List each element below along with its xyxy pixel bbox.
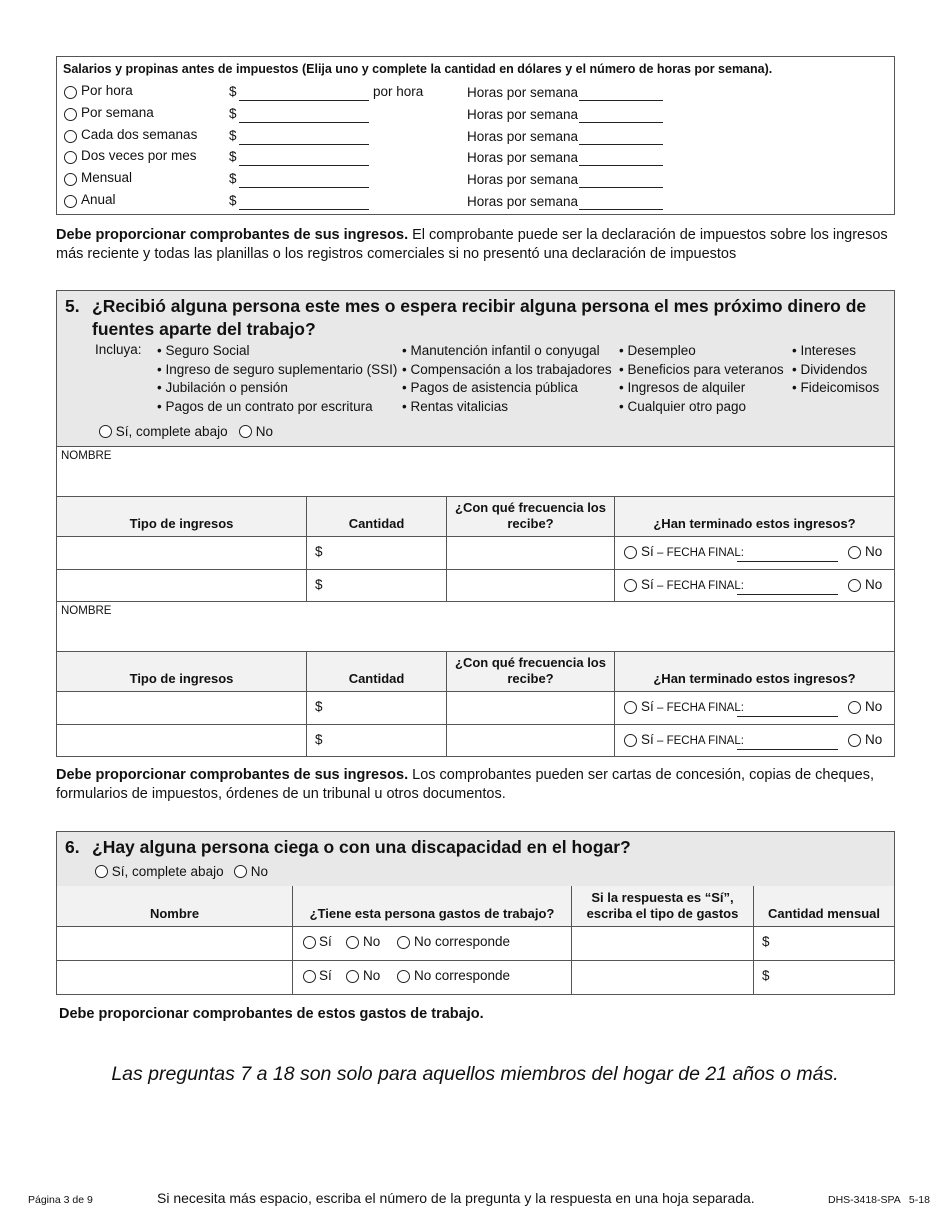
wage-frequency-label: Cada dos semanas [81,126,198,142]
table-cell[interactable] [56,927,293,961]
name-label: NOMBRE [61,450,112,462]
wage-frequency-label: Mensual [81,170,133,186]
q6-yes-radio[interactable] [95,865,108,878]
name-field[interactable] [56,446,895,497]
table-cell[interactable] [615,537,895,570]
q5-includes-label: Incluya: [95,342,142,357]
proof-paragraph-1 [56,226,896,264]
q6-yes-label: Sí, complete abajo [111,864,224,879]
ended-no-radio[interactable] [848,734,861,747]
table-cell[interactable] [447,692,615,725]
q5-col2 [402,342,612,417]
q5-no-option[interactable] [239,424,273,439]
hours-per-week-label: Horas por semana [467,150,579,166]
income-source-item: • Ingresos de alquiler [619,379,784,398]
wage-option-row [64,105,884,125]
ended-no-radio[interactable] [848,701,861,714]
end-date-label: – FECHA FINAL: [657,547,744,559]
table-cell[interactable] [56,725,307,758]
end-date-label: – FECHA FINAL: [657,579,744,592]
table-header [307,651,447,692]
hours-per-week-label: Horas por semana [467,85,579,100]
q5-col1 [157,342,397,417]
table-header [56,496,307,537]
proof-bold: Debe proporcionar comprobantes de sus ingresos. [56,767,409,783]
hours-per-week-field[interactable] [579,84,663,101]
dollar-sign: $ [315,544,323,559]
end-date-label: – FECHA FINAL: [657,702,744,714]
expenses-no-radio[interactable] [346,936,359,949]
wage-option-row [64,170,884,190]
table-cell[interactable] [56,961,293,995]
hours-per-week-label: Horas por semana [467,172,579,188]
wage-frequency-radio[interactable] [64,151,77,164]
table-cell[interactable] [447,537,615,570]
hours-per-week-field[interactable] [579,171,663,188]
end-date-field[interactable] [737,545,838,562]
ended-no-label: No [865,544,883,559]
table-header-text: Cantidad [348,671,405,686]
expenses-na-label: No corresponde [414,968,511,983]
expenses-no-radio[interactable] [346,970,359,983]
expenses-na-radio[interactable] [397,936,410,949]
wage-amount-field[interactable] [239,128,369,145]
hours-per-week-field[interactable] [579,128,663,145]
name-label: NOMBRE [61,605,112,617]
q5-col3 [619,342,784,417]
wage-amount-field[interactable] [239,193,369,210]
table-header-text: Tipo de ingresos [129,671,234,686]
ended-yes-label: Sí [641,544,654,559]
proof-paragraph-3: Debe proporcionar comprobantes de estos gastos de trabajo. [59,1006,484,1022]
ended-no-radio[interactable] [848,546,861,559]
expenses-na-label: No corresponde [414,934,511,949]
dollar-sign: $ [762,934,770,949]
dollar-sign: $ [762,968,770,983]
table-header [572,886,754,927]
q6-no-option[interactable] [234,864,268,879]
table-header [615,651,895,692]
hours-per-week-field[interactable] [579,106,663,123]
table-header [447,651,615,692]
table-cell[interactable] [572,961,754,995]
hours-per-week-label: Horas por semana [467,106,579,122]
income-source-item: • Cualquier otro pago [619,398,784,417]
table-header-text: ¿Han terminado estos ingresos? [653,671,856,686]
dollar-sign: $ [315,576,323,592]
wage-frequency-label: Anual [81,192,116,207]
q5-question-line1: ¿Recibió alguna persona este mes o espera recibir alguna persona el mes próximo dinero de [92,296,867,316]
age-note: Las preguntas 7 a 18 son solo para aquellos miembros del hogar de 21 años o más. [111,1063,839,1085]
q5-question-line2: fuentes aparte del trabajo? [92,319,316,339]
table-cell[interactable] [447,570,615,603]
end-date-field[interactable] [737,733,838,750]
q5-no-label: No [255,424,274,439]
proof-bold: Debe proporcionar comprobantes de sus ingresos. [56,227,409,243]
table-header [293,886,572,927]
table-header [56,886,293,927]
expenses-yes-radio[interactable] [303,970,316,983]
q5-yes-label: Sí, complete abajo [115,424,228,439]
ended-yes-label: Sí [641,699,654,714]
footer-form-code: DHS-3418-SPA 5-18 [828,1194,930,1206]
wage-frequency-label: Dos veces por mes [81,148,197,164]
name-field[interactable] [56,601,895,652]
dollar-sign: $ [229,171,237,187]
table-header [754,886,895,927]
income-source-item: • Compensación a los trabajadores [402,361,612,380]
table-cell[interactable] [754,961,895,995]
income-source-item: • Dividendos [792,361,879,380]
footer-page-number: Página 3 de 9 [28,1194,93,1206]
wage-amount-field[interactable] [239,171,369,188]
table-header [615,496,895,537]
proof-text: Los comprobantes pueden ser cartas de concesión, copias de cheques, formularios de impuestos, órdenes de un tribunal u otros documentos. [56,767,875,802]
q5-col4 [792,342,879,398]
income-source-item: • Rentas vitalicias [402,398,612,417]
hours-per-week-field[interactable] [579,149,663,166]
table-cell[interactable] [307,725,447,758]
q6-header [56,831,895,887]
table-cell[interactable] [754,927,895,961]
dollar-sign: $ [315,699,323,714]
q5-no-radio[interactable] [239,425,252,438]
wage-amount-field[interactable] [239,84,369,101]
ended-no-label: No [865,731,883,747]
proof-paragraph-2 [56,766,896,804]
expenses-yes-radio[interactable] [303,936,316,949]
wage-option-row [64,192,884,212]
income-source-item: • Jubilación o pensión [157,379,397,398]
q6-yes-option[interactable] [95,864,224,879]
income-source-item: • Beneficios para veteranos [619,361,784,380]
income-source-item: • Manutención infantil o conyugal [402,342,612,361]
ended-yes-radio[interactable] [624,734,637,747]
income-source-item: • Seguro Social [157,342,397,361]
dollar-sign: $ [229,127,237,143]
income-source-item: • Ingreso de seguro suplementario (SSI) [157,361,397,380]
q6-question: ¿Hay alguna persona ciega o con una discapacidad en el hogar? [92,837,631,857]
table-header-text: ¿Han terminado estos ingresos? [653,516,856,531]
proof-text: El comprobante puede ser la declaración de impuestos sobre los ingresos más reciente y todas las planillas o los registros comerciales si no presentó una declaración de impuestos [56,227,888,262]
table-header [447,496,615,537]
expenses-na-radio[interactable] [397,970,410,983]
wage-option-row [64,83,884,103]
dollar-sign: $ [229,84,237,99]
table-header-text: Nombre [149,906,200,921]
hours-per-week-field[interactable] [579,193,663,210]
q5-number: 5. [65,296,80,316]
table-cell[interactable] [56,570,307,603]
q5-yes-radio[interactable] [99,425,112,438]
table-cell[interactable] [572,927,754,961]
table-cell[interactable] [615,725,895,758]
expenses-no-label: No [363,934,381,949]
table-cell[interactable] [293,961,572,995]
q5-yes-option[interactable] [99,424,228,439]
q6-no-label: No [250,864,269,879]
table-header-text: Tipo de ingresos [129,516,234,531]
table-cell[interactable] [56,537,307,570]
wage-frequency-radio[interactable] [64,130,77,143]
end-date-field[interactable] [737,700,838,717]
income-source-item: • Pagos de asistencia pública [402,379,612,398]
ended-yes-label: Sí [641,731,654,747]
table-cell[interactable] [307,692,447,725]
q6-number: 6. [65,837,80,857]
table-header-text: ¿Con qué frecuencia los recibe? [455,500,606,531]
wage-option-row [64,148,884,168]
income-source-item: • Desempleo [619,342,784,361]
table-cell[interactable] [293,927,572,961]
hours-per-week-label: Horas por semana [467,128,579,144]
table-header-text: ¿Tiene esta persona gastos de trabajo? [309,906,555,921]
table-header-text: ¿Con qué frecuencia los recibe? [455,655,606,686]
wage-frequency-radio[interactable] [64,86,77,99]
dollar-sign: $ [229,193,237,208]
wage-frequency-radio[interactable] [64,195,77,208]
table-cell[interactable] [615,570,895,603]
table-cell[interactable] [447,725,615,758]
income-source-item: • Fideicomisos [792,379,879,398]
expenses-yes-label: Sí [319,968,332,983]
table-cell[interactable] [615,692,895,725]
income-source-item: • Pagos de un contrato por escritura [157,398,397,417]
wage-option-row [64,127,884,147]
wage-frequency-label: Por semana [81,104,154,120]
hours-per-week-label: Horas por semana [467,194,579,209]
dollar-sign: $ [229,149,237,165]
expenses-no-label: No [363,968,381,983]
ended-no-radio[interactable] [848,579,861,592]
income-source-item: • Intereses [792,342,879,361]
ended-yes-radio[interactable] [624,546,637,559]
wage-frequency-label: Por hora [81,83,133,98]
table-header-text: Cantidad [348,516,405,531]
end-date-field[interactable] [737,578,838,595]
table-cell[interactable] [307,570,447,603]
table-cell[interactable] [307,537,447,570]
dollar-sign: $ [229,105,237,121]
table-header [307,496,447,537]
ended-yes-radio[interactable] [624,579,637,592]
wages-heading: Salarios y propinas antes de impuestos (Elija uno y complete la cantidad en dólares y el número de horas por semana). [63,62,773,76]
table-header [56,651,307,692]
table-header-text: Cantidad mensual [768,906,880,921]
ended-no-label: No [865,576,883,592]
table-cell[interactable] [56,692,307,725]
per-hour-label: por hora [373,84,424,99]
table-header-text: Si la respuesta es “Sí”, escriba el tipo de gastos [586,890,739,921]
ended-yes-radio[interactable] [624,701,637,714]
wage-amount-field[interactable] [239,106,369,123]
footer-instruction: Si necesita más espacio, escriba el número de la pregunta y la respuesta en una hoja separada. [157,1190,755,1206]
ended-yes-label: Sí [641,576,654,592]
wage-amount-field[interactable] [239,149,369,166]
q5-header [56,290,895,447]
ended-no-label: No [865,699,883,714]
wage-frequency-radio[interactable] [64,108,77,121]
dollar-sign: $ [315,731,323,747]
wage-frequency-radio[interactable] [64,173,77,186]
q6-no-radio[interactable] [234,865,247,878]
end-date-label: – FECHA FINAL: [657,734,744,747]
expenses-yes-label: Sí [319,934,332,949]
